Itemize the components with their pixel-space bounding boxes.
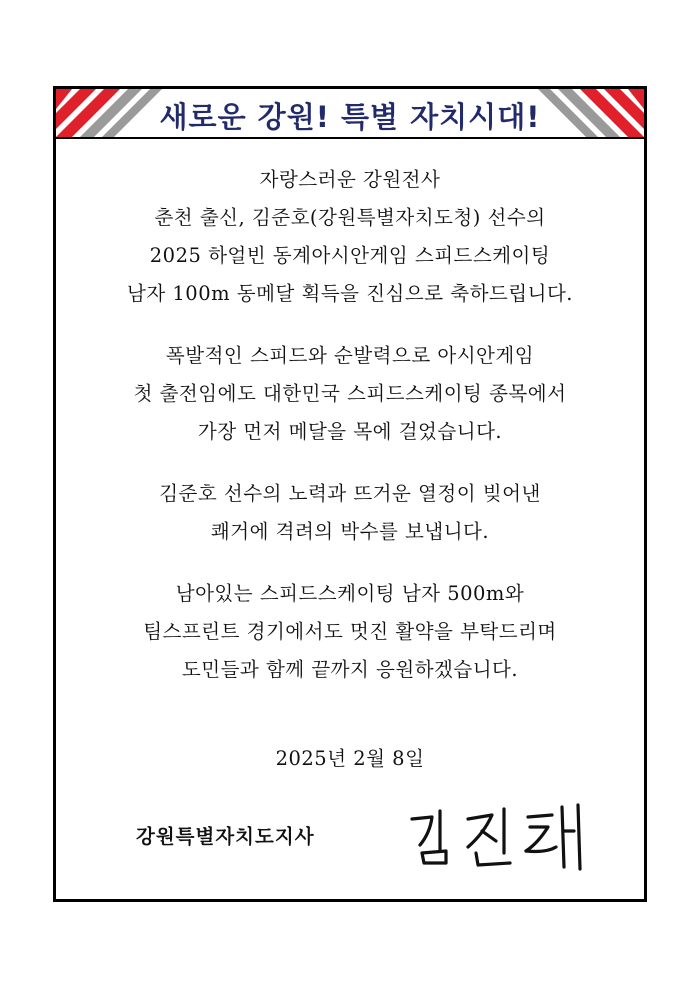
- text-line: 김준호 선수의 노력과 뜨거운 열정이 빚어낸: [159, 482, 541, 505]
- letter-body: [56, 161, 644, 713]
- text-line: 쾌거에 격려의 박수를 보냅니다.: [210, 520, 490, 543]
- text-line: 팀스프린트 경기에서도 멋진 활약을 부탁드리며: [143, 620, 557, 643]
- paragraph-support: [56, 575, 644, 689]
- text-line: 도민들과 함께 끝까지 응원하겠습니다.: [181, 658, 519, 681]
- text-line: 2025 하얼빈 동계아시안게임 스피드스케이팅: [149, 244, 551, 267]
- paragraph-applause: [56, 475, 644, 551]
- text-line: 남자 100m 동메달 획득을 진심으로 축하드립니다.: [127, 282, 573, 305]
- signature-block: [56, 801, 644, 871]
- text-line: 춘천 출신, 김준호(강원특별자치도청) 선수의: [154, 206, 546, 229]
- paragraph-achievement: [56, 337, 644, 451]
- signer-title: 강원특별자치도지사: [136, 825, 315, 848]
- text-line: 폭발적인 스피드와 순발력으로 아시안게임: [165, 344, 535, 367]
- banner-title: 새로운 강원! 특별 자치시대!: [159, 100, 541, 134]
- text-line: 첫 출전임에도 대한민국 스피드스케이팅 종목에서: [133, 382, 567, 405]
- header-banner: [56, 89, 644, 139]
- paragraph-congratulations: [56, 161, 644, 313]
- letter-date: 2025년 2월 8일: [275, 747, 425, 770]
- letter-frame: [53, 86, 647, 902]
- handwritten-signature: [406, 801, 596, 871]
- text-line: 가장 먼저 메달을 목에 걸었습니다.: [197, 420, 503, 443]
- text-line: 자랑스러운 강원전사: [259, 168, 441, 191]
- text-line: 남아있는 스피드스케이팅 남자 500m와: [175, 582, 525, 605]
